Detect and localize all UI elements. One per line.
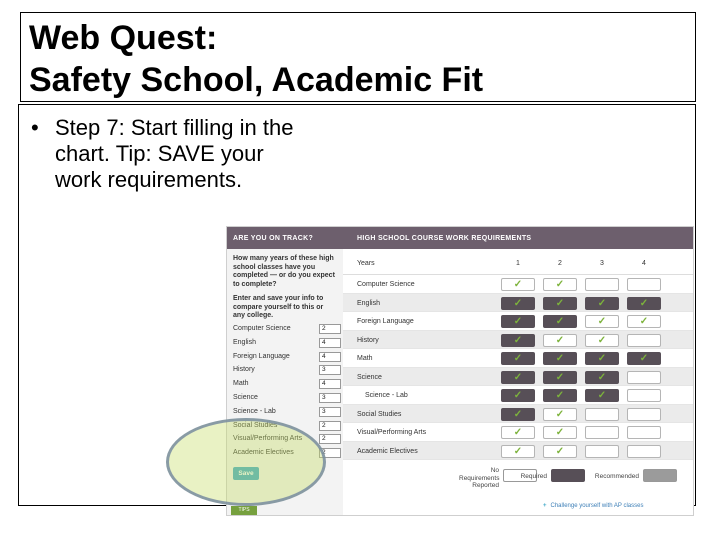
requirement-label: History	[357, 336, 379, 344]
subject-label: English	[233, 338, 256, 346]
year-1-header: 1	[516, 260, 520, 267]
year-3-cell	[585, 408, 619, 421]
requirement-label: Science - Lab	[365, 392, 408, 399]
requirement-row	[343, 386, 693, 405]
year-2-cell: ✓	[543, 408, 577, 421]
subject-label: Math	[233, 380, 249, 388]
years-select[interactable]: 2	[319, 434, 341, 444]
subject-label: Academic Electives	[233, 449, 294, 457]
year-4-cell	[627, 371, 661, 384]
year-3-cell: ✓	[585, 334, 619, 347]
years-select[interactable]: 3	[319, 365, 341, 375]
year-1-cell: ✓	[501, 297, 535, 310]
years-select[interactable]: 3	[319, 393, 341, 403]
year-2-cell: ✓	[543, 334, 577, 347]
subject-label: Foreign Language	[233, 352, 290, 360]
year-4-cell	[627, 408, 661, 421]
year-2-cell: ✓	[543, 426, 577, 439]
subject-row	[233, 364, 341, 378]
slide-title-line-2: Safety School, Academic Fit	[29, 61, 484, 99]
years-select[interactable]: 4	[319, 338, 341, 348]
ap-classes-link-text: Challenge yourself with AP classes	[550, 503, 644, 509]
subject-label: Visual/Performing Arts	[233, 435, 303, 443]
years-label: Years	[357, 260, 375, 267]
subject-row	[233, 337, 341, 351]
save-button[interactable]: Save	[233, 467, 259, 480]
requirement-label: Academic Electives	[357, 447, 418, 455]
year-1-cell: ✓	[501, 278, 535, 291]
on-track-header: ARE YOU ON TRACK?	[227, 227, 343, 249]
year-2-cell: ✓	[543, 278, 577, 291]
year-4-cell	[627, 389, 661, 402]
year-4-header: 4	[642, 260, 646, 267]
year-2-cell: ✓	[543, 297, 577, 310]
year-1-cell: ✓	[501, 315, 535, 328]
requirement-row	[343, 349, 693, 368]
years-select[interactable]: 2	[319, 324, 341, 334]
subject-label: Science - Lab	[233, 407, 276, 415]
legend-recommended-swatch	[643, 469, 677, 482]
bullet-item	[31, 115, 301, 193]
on-track-question: How many years of these high school classes have you completed — or do you expect to complete?	[233, 255, 335, 288]
year-4-cell	[627, 426, 661, 439]
plus-icon: +	[543, 503, 547, 509]
ap-classes-link[interactable]	[543, 503, 643, 509]
year-2-header: 2	[558, 260, 562, 267]
subject-row	[233, 378, 341, 392]
year-1-cell: ✓	[501, 352, 535, 365]
year-3-cell: ✓	[585, 389, 619, 402]
requirement-row	[343, 442, 693, 461]
bullet-dot-icon: •	[31, 115, 39, 140]
requirement-row	[343, 275, 693, 294]
year-4-cell	[627, 334, 661, 347]
legend-required-label: Required	[520, 473, 547, 480]
years-select[interactable]: 4	[319, 379, 341, 389]
year-4-cell: ✓	[627, 352, 661, 365]
year-3-cell	[585, 278, 619, 291]
year-2-cell: ✓	[543, 315, 577, 328]
year-3-cell: ✓	[585, 315, 619, 328]
requirement-row	[343, 294, 693, 313]
subject-label: Computer Science	[233, 325, 291, 332]
year-2-cell: ✓	[543, 389, 577, 402]
footer-tag: TIPS	[231, 506, 257, 515]
year-3-cell: ✓	[585, 352, 619, 365]
requirement-label: Science	[357, 373, 382, 381]
requirement-label: Math	[357, 355, 373, 362]
subject-label: History	[233, 366, 255, 374]
year-4-cell: ✓	[627, 315, 661, 328]
requirements-table	[343, 275, 693, 460]
years-select[interactable]: 3	[319, 407, 341, 417]
requirement-label: English	[357, 299, 380, 307]
requirement-label: Computer Science	[357, 281, 415, 288]
year-1-cell: ✓	[501, 334, 535, 347]
slide-title-line-1: Web Quest:	[29, 19, 218, 57]
requirement-row	[343, 405, 693, 424]
year-1-cell: ✓	[501, 389, 535, 402]
requirement-label: Visual/Performing Arts	[357, 429, 427, 436]
year-3-header: 3	[600, 260, 604, 267]
years-select[interactable]: 4	[319, 352, 341, 362]
years-header-row	[343, 249, 693, 275]
requirement-label: Foreign Language	[357, 318, 414, 325]
highlight-oval	[166, 418, 326, 506]
year-4-cell: ✓	[627, 297, 661, 310]
year-3-cell: ✓	[585, 297, 619, 310]
years-select[interactable]: 2	[319, 448, 341, 458]
requirement-label: Social Studies	[357, 410, 402, 418]
year-4-cell	[627, 445, 661, 458]
subject-label: Social Studies	[233, 421, 278, 429]
legend-recommended-label: Recommended	[594, 473, 639, 480]
year-2-cell: ✓	[543, 371, 577, 384]
slide-title-box	[20, 12, 696, 102]
year-1-cell: ✓	[501, 408, 535, 421]
year-1-cell: ✓	[501, 371, 535, 384]
subject-row	[233, 323, 341, 337]
year-3-cell	[585, 426, 619, 439]
subject-row	[233, 351, 341, 365]
requirement-row	[343, 312, 693, 331]
years-select[interactable]: 2	[319, 421, 341, 431]
requirements-header: HIGH SCHOOL COURSE WORK REQUIREMENTS	[343, 227, 693, 249]
subject-row	[233, 392, 341, 406]
legend-required-swatch	[551, 469, 585, 482]
requirement-row	[343, 423, 693, 442]
requirements-panel	[343, 227, 693, 516]
year-2-cell: ✓	[543, 445, 577, 458]
year-3-cell: ✓	[585, 371, 619, 384]
year-3-cell	[585, 445, 619, 458]
requirements-legend	[343, 465, 693, 487]
year-1-cell: ✓	[501, 426, 535, 439]
year-2-cell: ✓	[543, 352, 577, 365]
subject-label: Science	[233, 393, 258, 401]
year-1-cell: ✓	[501, 445, 535, 458]
legend-none-label: No Requirements Reported	[459, 467, 500, 489]
requirement-row	[343, 368, 693, 387]
bullet-text: Step 7: Start filling in the chart. Tip: SAVE your work requirements.	[55, 115, 294, 192]
year-4-cell	[627, 278, 661, 291]
requirement-row	[343, 331, 693, 350]
on-track-instruction: Enter and save your info to compare yourself to this or any college.	[233, 295, 324, 319]
